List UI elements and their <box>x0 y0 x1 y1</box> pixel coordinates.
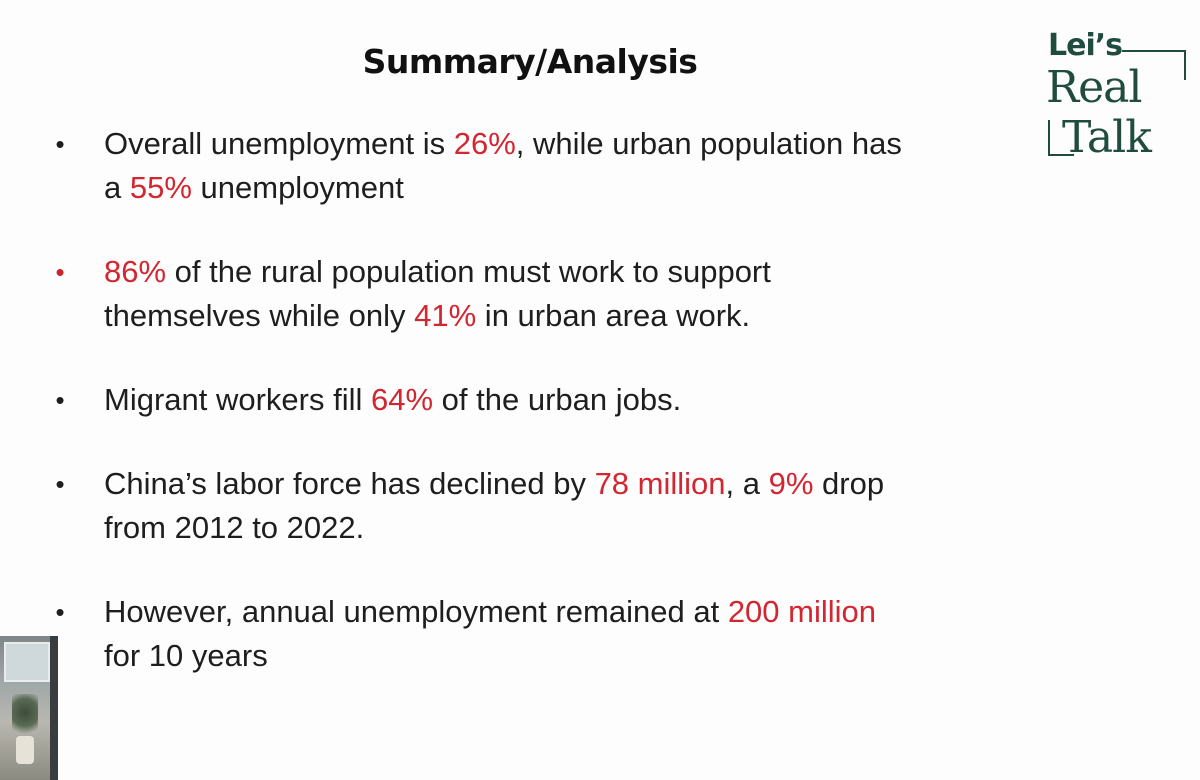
webcam-plant-shape <box>12 694 38 740</box>
logo-text-talk: Talk <box>1062 112 1151 163</box>
bullet-item <box>46 590 1036 678</box>
highlighted-value: 64% <box>371 382 434 417</box>
highlighted-value: 9% <box>768 466 814 501</box>
webcam-window-shape <box>4 642 50 682</box>
bullet-line <box>104 166 1036 210</box>
bullet-line <box>104 378 1036 422</box>
bullet-list <box>46 122 1036 718</box>
highlighted-value: 78 million <box>594 466 726 501</box>
bullet-text: , a <box>725 466 769 501</box>
webcam-thumbnail <box>0 636 58 780</box>
bullet-line <box>104 506 1036 550</box>
bullet-dot: • <box>55 385 65 415</box>
bullet-text: of the rural population must work to support <box>166 254 771 289</box>
bullet-dot: • <box>55 469 65 499</box>
webcam-vase-shape <box>16 736 34 764</box>
bullet-text: a <box>104 170 130 205</box>
bullet-text: China’s labor force has declined by <box>104 466 595 501</box>
logo-frame-line <box>1122 50 1186 52</box>
slide-title: Summary/Analysis <box>362 42 698 81</box>
bullet-line <box>104 590 1036 634</box>
bullet-text: , while urban population has <box>515 126 902 161</box>
bullet-line <box>104 122 1036 166</box>
highlighted-value: 55% <box>129 170 192 205</box>
highlighted-value: 41% <box>414 298 477 333</box>
highlighted-value: 200 million <box>727 594 877 629</box>
bullet-line <box>104 250 1036 294</box>
bullet-text: for 10 years <box>104 638 268 673</box>
logo-text-leis: Lei’s <box>1048 28 1122 63</box>
bullet-text: of the urban jobs. <box>433 382 682 417</box>
bullet-text: in urban area work. <box>476 298 751 333</box>
bullet-item <box>46 378 1036 422</box>
bullet-dot: • <box>55 129 65 159</box>
bullet-text: from 2012 to 2022. <box>104 510 365 545</box>
bullet-text: themselves while only <box>104 298 415 333</box>
bullet-dot: • <box>55 597 65 627</box>
logo-frame-line <box>1184 50 1186 80</box>
bullet-item <box>46 462 1036 550</box>
highlighted-value: 86% <box>104 254 167 289</box>
bullet-text: drop <box>813 466 885 501</box>
bullet-line <box>104 462 1036 506</box>
logo-text-real: Real <box>1046 62 1142 113</box>
bullet-text: Migrant workers fill <box>104 382 371 417</box>
bullet-line <box>104 294 1036 338</box>
bullet-text: Overall unemployment is <box>104 126 454 161</box>
leis-real-talk-logo <box>1040 28 1192 168</box>
webcam-edge-shape <box>50 636 58 780</box>
bullet-dot: • <box>55 257 65 287</box>
logo-frame-line <box>1048 120 1050 156</box>
bullet-item <box>46 122 1036 210</box>
highlighted-value: 26% <box>453 126 516 161</box>
bullet-text: However, annual unemployment remained at <box>104 594 728 629</box>
bullet-item <box>46 250 1036 338</box>
bullet-text: unemployment <box>191 170 404 205</box>
bullet-line <box>104 634 1036 678</box>
